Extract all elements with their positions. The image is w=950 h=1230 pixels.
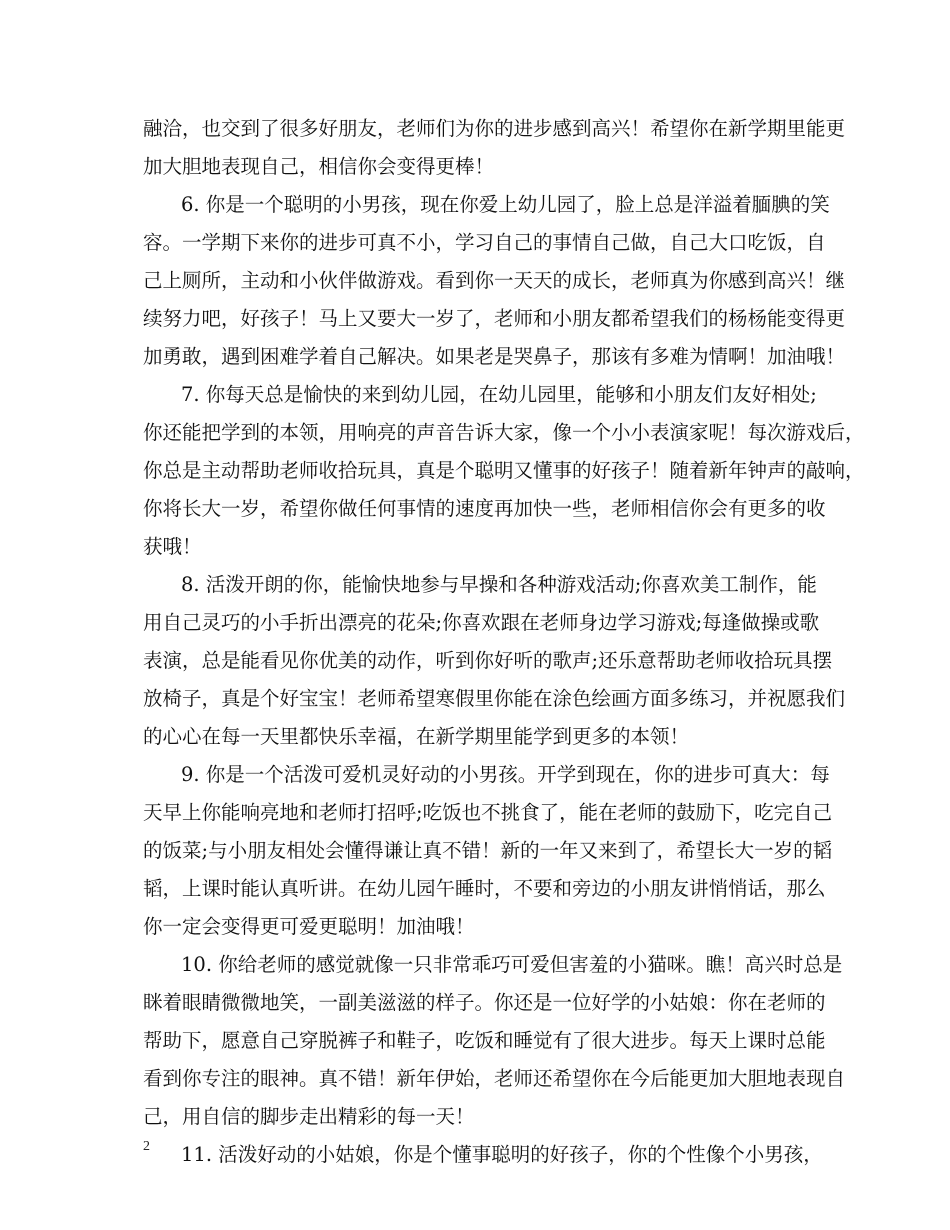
text-line: 容。一学期下来你的进步可真不小，学习自己的事情自己做，自己大口吃饭，自 (143, 231, 826, 254)
text-line: 融洽，也交到了很多好朋友，老师们为你的进步感到高兴！希望你在新学期里能更 (143, 117, 846, 140)
paragraph-7-start: 7. 你每天总是愉快的来到幼儿园，在幼儿园里，能够和小朋友们友好相处; (181, 383, 817, 406)
text-line: 天早上你能响亮地和老师打招呼;吃饭也不挑食了，能在老师的鼓励下，吃完自己 (143, 801, 833, 824)
text-line: 你将长大一岁，希望你做任何事情的速度再加快一些，老师相信你会有更多的收 (143, 497, 826, 520)
text-line: 己上厕所，主动和小伙伴做游戏。看到你一天天的成长，老师真为你感到高兴！继 (143, 269, 846, 292)
text-line: 帮助下，愿意自己穿脱裤子和鞋子，吃饭和睡觉有了很大进步。每天上课时总能 (143, 1029, 826, 1052)
paragraph-9-start: 9. 你是一个活泼可爱机灵好动的小男孩。开学到现在，你的进步可真大：每 (181, 763, 830, 786)
text-line: 眯着眼睛微微地笑，一副美滋滋的样子。你还是一位好学的小姑娘：你在老师的 (143, 991, 826, 1014)
text-line: 加勇敢，遇到困难学着自己解决。如果老是哭鼻子，那该有多难为情啊！加油哦！ (143, 345, 846, 368)
text-line: 韬，上课时能认真听讲。在幼儿园午睡时，不要和旁边的小朋友讲悄悄话，那么 (143, 877, 826, 900)
text-line: 的饭菜;与小朋友相处会懂得谦让真不错！新的一年又来到了，希望长大一岁的韬 (143, 839, 833, 862)
text-line: 的心心在每一天里都快乐幸福，在新学期里能学到更多的本领！ (143, 725, 690, 748)
text-line: 用自己灵巧的小手折出漂亮的花朵;你喜欢跟在老师身边学习游戏;每逢做操或歌 (143, 611, 820, 634)
paragraph-6-start: 6. 你是一个聪明的小男孩，现在你爱上幼儿园了，脸上总是洋溢着腼腆的笑 (181, 193, 830, 216)
text-line: 你一定会变得更可爱更聪明！加油哦！ (143, 915, 475, 938)
text-line: 续努力吧，好孩子！马上又要大一岁了，老师和小朋友都希望我们的杨杨能变得更 (143, 307, 846, 330)
text-line: 加大胆地表现自己，相信你会变得更棒！ (143, 155, 495, 178)
paragraph-10-start: 10. 你给老师的感觉就像一只非常乖巧可爱但害羞的小猫咪。瞧！高兴时总是 (181, 953, 843, 976)
text-line: 己，用自信的脚步走出精彩的每一天！ (143, 1105, 475, 1128)
text-line: 看到你专注的眼神。真不错！新年伊始，老师还希望你在今后能更加大胆地表现自 (143, 1067, 846, 1090)
text-line: 你总是主动帮助老师收拾玩具，真是个聪明又懂事的好孩子！随着新年钟声的敲响， (143, 459, 865, 482)
text-line: 获哦！ (143, 535, 202, 558)
page-number: 2 (143, 1139, 150, 1154)
text-line: 表演，总是能看见你优美的动作，听到你好听的歌声;还乐意帮助老师收拾玩具摆 (143, 649, 833, 672)
paragraph-8-start: 8. 活泼开朗的你，能愉快地参与早操和各种游戏活动;你喜欢美工制作，能 (181, 573, 817, 596)
text-line: 放椅子，真是个好宝宝！老师希望寒假里你能在涂色绘画方面多练习，并祝愿我们 (143, 687, 846, 710)
paragraph-11-start: 11. 活泼好动的小姑娘，你是个懂事聪明的好孩子，你的个性像个小男孩， (181, 1143, 823, 1166)
text-line: 你还能把学到的本领，用响亮的声音告诉大家，像一个小小表演家呢！每次游戏后， (143, 421, 865, 444)
